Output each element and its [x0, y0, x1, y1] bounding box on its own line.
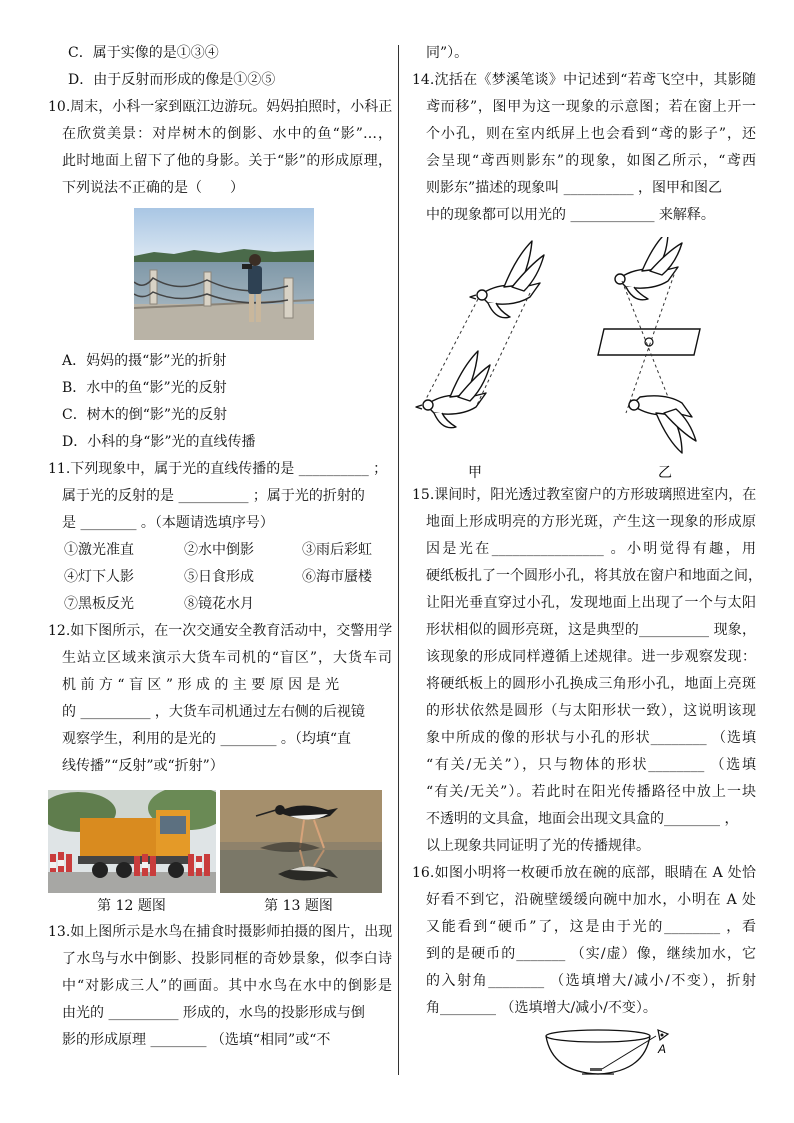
figure-row [48, 790, 392, 893]
q12-line: 机 前 方 “ 盲 区 ” 形 成 的 主 要 原 因 是 光 [62, 677, 340, 693]
q13-line: 影的形成原理 ________ （选填“相同”或“不 [62, 1032, 331, 1048]
q11-item: ④灯下人影 [64, 569, 134, 585]
q11-item: ⑤日食形成 [184, 569, 254, 585]
q16-line: 16.如图小明将一枚硬币放在碗的底部，眼睛在 A 处恰 [412, 865, 756, 881]
bowl-coin-diagram [542, 1026, 756, 1086]
q15-line: 的形状依然是圆形（与太阳形状一致），这说明该现 [426, 703, 756, 719]
q13-ending: 同”）。 [426, 45, 469, 61]
q11-item: ③雨后彩虹 [302, 542, 372, 558]
q14-figures [412, 237, 756, 482]
q10-line: 10.周末，小科一家到瓯江边游玩。妈妈拍照时，小科正 [48, 99, 393, 115]
q10-line: 下列说法不正确的是（ ） [62, 180, 244, 196]
q15-line: 该现象的形成同样遵循上述规律。进一步观察发现： [426, 649, 756, 665]
figure-captions [48, 893, 392, 919]
q10-line: 在欣赏美景：对岸树木的倒影、水中的鱼“影”…， [62, 126, 392, 142]
left-column [48, 40, 392, 1054]
q15-line: 将硬纸板上的圆形小孔换成三角形小孔，地面上亮斑 [426, 676, 756, 692]
q11-item: ⑦黑板反光 [64, 596, 134, 612]
q11-line: 是 ________ 。（本题请选填序号） [62, 515, 274, 531]
q11-item: ⑧镜花水月 [184, 596, 254, 612]
caption-fig12: 第 12 题图 [97, 898, 166, 914]
q15-line: 形状相似的圆形亮斑，这是典型的__________ 现象， [426, 622, 756, 638]
q10-option: D．小科的身“影”光的直线传播 [62, 434, 256, 450]
q14-line: 个小孔，则在室内纸屏上也会看到“鸢的影子”，还 [426, 126, 756, 142]
q11-item: ⑥海市蜃楼 [302, 569, 372, 585]
q11-items-row [48, 537, 392, 564]
question-15 [412, 482, 762, 860]
q13-line: 中“对影成三人”的画面。其中水鸟在水中的倒影是 [62, 978, 392, 994]
question-11 [48, 456, 392, 618]
question-12 [48, 618, 392, 780]
q9-option-d: D．由于反射而形成的像是①②⑤ [68, 72, 276, 88]
q11-items-row [48, 564, 392, 591]
q11-item: ②水中倒影 [184, 542, 254, 558]
question-16 [412, 860, 756, 1086]
right-column [412, 40, 762, 1086]
point-a-label: A [658, 1042, 667, 1056]
q13-line: 由光的 __________ 形成的，水鸟的投影形成与倒 [62, 1005, 365, 1021]
question-10 [48, 94, 392, 456]
question-14 [412, 67, 756, 482]
dove-diagram-jia [412, 237, 582, 482]
truck-photo [48, 790, 216, 893]
q12-line: 线传播”“反射”或“折射”） [62, 758, 224, 774]
q11-item: ①激光准直 [64, 542, 134, 558]
fig-label-jia: 甲 [468, 464, 482, 480]
column-divider [398, 45, 399, 1075]
q15-line: 象中所成的像的形状与小孔的形状________ （选填 [426, 730, 756, 746]
q11-line: 11.下列现象中，属于光的直线传播的是 __________ ； [48, 461, 388, 477]
q11-items-row [48, 591, 392, 618]
river-photo [134, 208, 314, 340]
q15-line: 以上现象共同证明了光的传播规律。 [426, 838, 650, 854]
q15-line: “有关/无关”）。若此时在阳光传播路径中放上一块 [426, 784, 756, 800]
q14-line: 14.沈括在《梦溪笔谈》中记述到“若鸢飞空中，其影随 [412, 72, 756, 88]
q15-line: 让阳光垂直穿过小孔，发现地面上出现了一个与太阳 [426, 595, 756, 611]
q10-option: C．树木的倒“影”光的反射 [62, 407, 228, 423]
q15-line: 不透明的文具盒，地面会出现文具盒的________ ， [426, 811, 739, 827]
q16-line: 角________ （选填增大/减小/不变）。 [426, 1000, 657, 1016]
bird-photo [220, 790, 382, 893]
q14-line: 中的现象都可以用光的 ____________ 来解释。 [426, 207, 715, 223]
q14-line: 则影东”描述的现象叫 __________ ，图甲和图乙 [426, 180, 723, 196]
q16-line: 好看不到它，沿碗壁缓缓向碗中加水，小明在 A 处 [426, 892, 756, 908]
q15-line: 硬纸板扎了一个圆形小孔，将其放在窗户和地面之间， [426, 568, 762, 584]
q16-line: 又能看到“硬币”了，这是由于光的________ ，看 [426, 919, 756, 935]
q10-option: A．妈妈的摄“影”光的折射 [62, 353, 227, 369]
q10-line: 此时地面上留下了他的身影。关于“影”的形成原理， [62, 153, 392, 169]
q15-line: 地面上形成明亮的方形光斑，产生这一现象的形成原 [426, 514, 756, 530]
fig-label-yi: 乙 [658, 464, 672, 480]
q15-line: 因是光在________________ 。小明觉得有趣，用 [426, 541, 756, 557]
q13-line: 13.如上图所示是水鸟在捕食时摄影师拍摄的图片，出现 [48, 924, 393, 940]
q15-line: “有关/无关”），只与物体的形状________ （选填 [426, 757, 756, 773]
q12-line: 的 __________ ，大货车司机通过左右侧的后视镜 [62, 704, 365, 720]
question-13 [48, 919, 392, 1054]
q12-line: 生站立区域来演示大货车司机的“盲区”，大货车司 [62, 650, 392, 666]
q10-option: B．水中的鱼“影”光的反射 [62, 380, 227, 396]
caption-fig13: 第 13 题图 [264, 898, 333, 914]
q11-line: 属于光的反射的是 __________ ；属于光的折射的 [62, 488, 365, 504]
q9-option-c: C．属于实像的是①③④ [68, 45, 219, 61]
q16-line: 到的是硬币的_______ （实/虚）像，继续加水，它 [426, 946, 756, 962]
q14-line: 会呈现“鸢西则影东”的现象，如图乙所示，“鸢西 [426, 153, 756, 169]
pinhole-diagram-yi [582, 237, 752, 482]
q12-line: 12.如下图所示，在一次交通安全教育活动中，交警用学 [48, 623, 393, 639]
q12-line: 观察学生，利用的是光的 ________ 。（均填“直 [62, 731, 352, 747]
q14-line: 鸢而移”，图甲为这一现象的示意图；若在窗上开一 [426, 99, 756, 115]
q15-line: 15.课间时，阳光透过教室窗户的方形玻璃照进室内，在 [412, 487, 757, 503]
q16-line: 的入射角________ （选填增大/减小/不变），折射 [426, 973, 756, 989]
q13-line: 了水鸟与水中倒影、投影同框的奇妙景象，似李白诗 [62, 951, 392, 967]
